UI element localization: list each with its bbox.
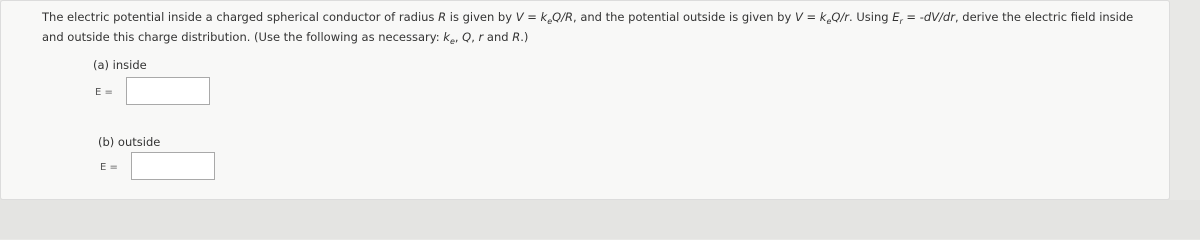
part-b-label: (b) outside xyxy=(98,135,161,149)
question-text: The electric potential inside a charged spherical conductor of radius R is given by $V = k_eQ/R$, and the potential outside is given by $V = k_eQ/r$. Using $E_r = -dV/dr$, derive the electric field inside and outside this charge distribution. (Use the following as necessary: $k_e$, Q, r and R.) xyxy=(42,10,1134,46)
right-margin xyxy=(1170,0,1200,200)
bottom-margin xyxy=(0,200,1200,239)
part-a-label: (a) inside xyxy=(93,58,147,72)
answer-input-outside[interactable] xyxy=(131,152,215,180)
part-a-e-label: E = xyxy=(95,87,113,98)
part-b-e-label: E = xyxy=(100,162,118,173)
answer-input-inside[interactable] xyxy=(126,77,210,105)
